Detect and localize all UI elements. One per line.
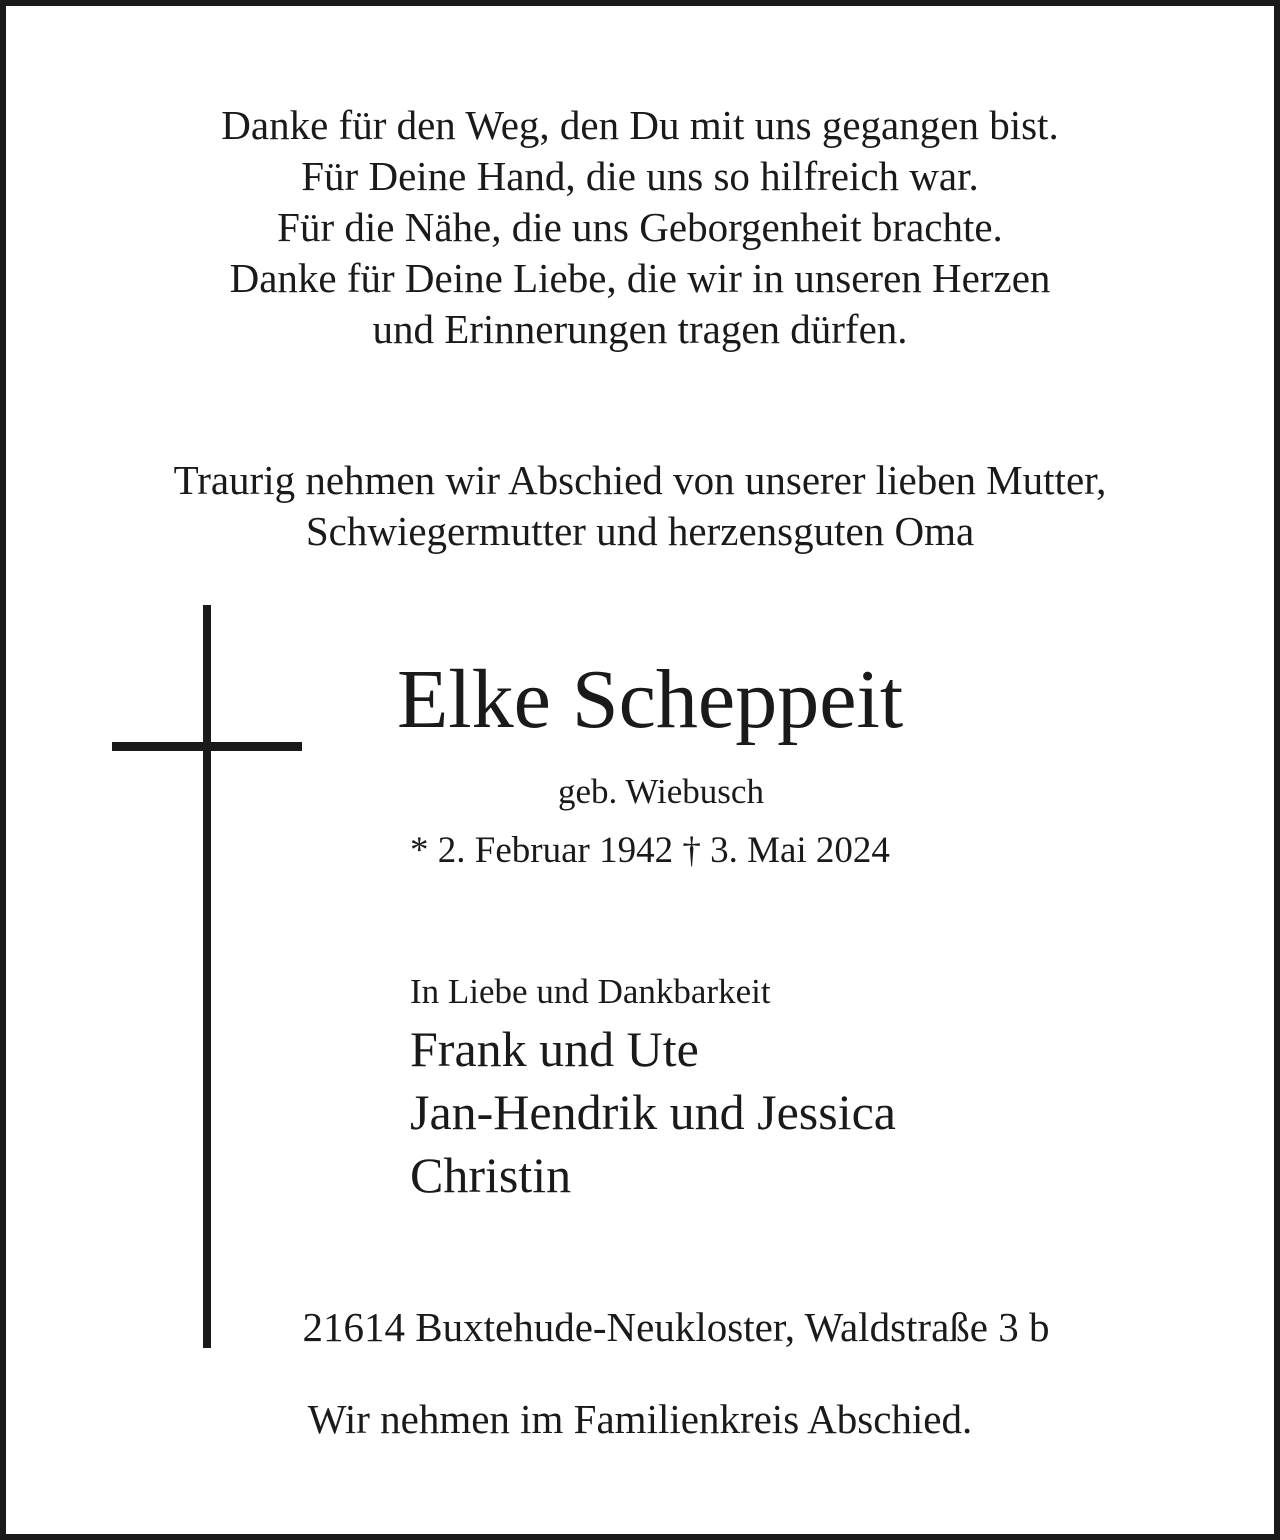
life-dates: * 2. Februar 1942 † 3. Mai 2024 [410, 830, 890, 871]
announcement-intro [40, 455, 1240, 557]
address: 21614 Buxtehude-Neukloster, Waldstraße 3 b [302, 1304, 1050, 1350]
intro-line: Traurig nehmen wir Abschied von unserer lieben Mutter, [173, 457, 1107, 503]
poem-line: Danke für den Weg, den Du mit uns gegangen bist. [221, 102, 1059, 148]
deceased-name: Elke Scheppeit [397, 653, 904, 746]
mourners-intro: In Liebe und Dankbarkeit [410, 972, 771, 1011]
poem-line: und Erinnerungen tragen dürfen. [372, 306, 908, 352]
poem [40, 100, 1240, 355]
cross-horizontal-bar [112, 742, 302, 751]
cross-vertical-bar [203, 605, 211, 1348]
mourner-name: Jan-Hendrik und Jessica [410, 1084, 896, 1140]
mourner-name: Christin [410, 1147, 572, 1203]
poem-line: Danke für Deine Liebe, die wir in unseren Herzen [229, 255, 1051, 301]
mourner-name: Frank und Ute [410, 1021, 699, 1077]
poem-line: Für die Nähe, die uns Geborgenheit brachte. [277, 204, 1003, 250]
maiden-name: geb. Wiebusch [558, 772, 764, 811]
intro-line: Schwiegermutter und herzensguten Oma [305, 508, 975, 554]
closing-note: Wir nehmen im Familienkreis Abschied. [307, 1396, 973, 1442]
poem-line: Für Deine Hand, die uns so hilfreich war. [301, 153, 979, 199]
mourners-list [410, 1018, 896, 1207]
